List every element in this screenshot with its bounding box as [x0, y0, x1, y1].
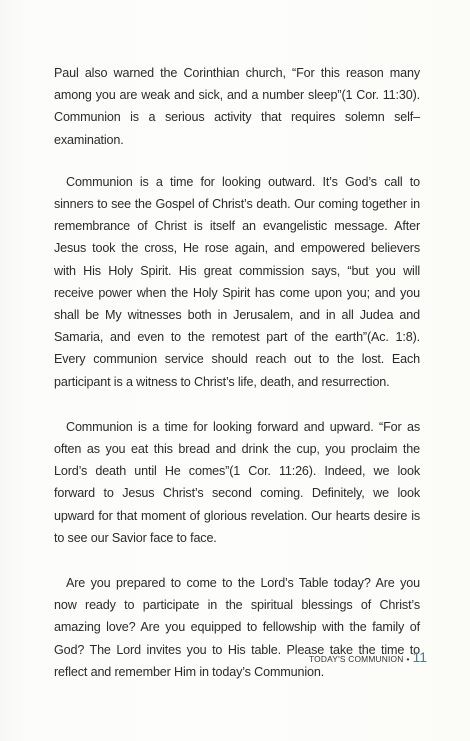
- paragraph-4: Are you prepared to come to the Lord’s Table today? Are you now ready to participate in the spiritual blessings of Christ’s amazing love? Are you equipped to fellowship with the family of God? The Lord invites you to His table. Please take the time to reflect and remember Him in today’s Communion.: [54, 576, 420, 679]
- page-footer: [309, 649, 427, 665]
- page-number: 11: [412, 649, 427, 665]
- paragraph-1: Paul also warned the Corinthian church, “For this reason many among you are weak and sick, and a number sleep”(1 Cor. 11:30). Communion is a serious activity that requires solemn self–examination.: [54, 66, 420, 147]
- footer-separator: •: [406, 654, 410, 664]
- running-head: TODAY'S COMMUNION: [309, 654, 404, 664]
- body-text: [54, 62, 420, 683]
- paragraph-2: Communion is a time for looking outward. It’s God’s call to sinners to see the Gospel of Christ’s death. Our coming together in remembrance of Christ is itself an evangelistic message. After Jesus took the cross, He rose again, and empowered believers with His Holy Spirit. His great commission says, “but you will receive power when the Holy Spirit has come upon you; and you shall be My witnesses both in Jerusalem, and in all Judea and Samaria, and even to the remotest part of the earth”(Ac. 1:8). Every communion service should reach out to the lost. Each participant is a witness to Christ’s life, death, and resurrection.: [54, 174, 420, 389]
- paragraph-3: Communion is a time for looking forward and upward. “For as often as you eat this bread and drink the cup, you proclaim the Lord’s death until He comes”(1 Cor. 11:26). Indeed, we look forward to Jesus Christ’s second coming. Definitely, we look upward for that moment of glorious revelation. Our hearts desire is to see our Savior face to face.: [54, 419, 420, 545]
